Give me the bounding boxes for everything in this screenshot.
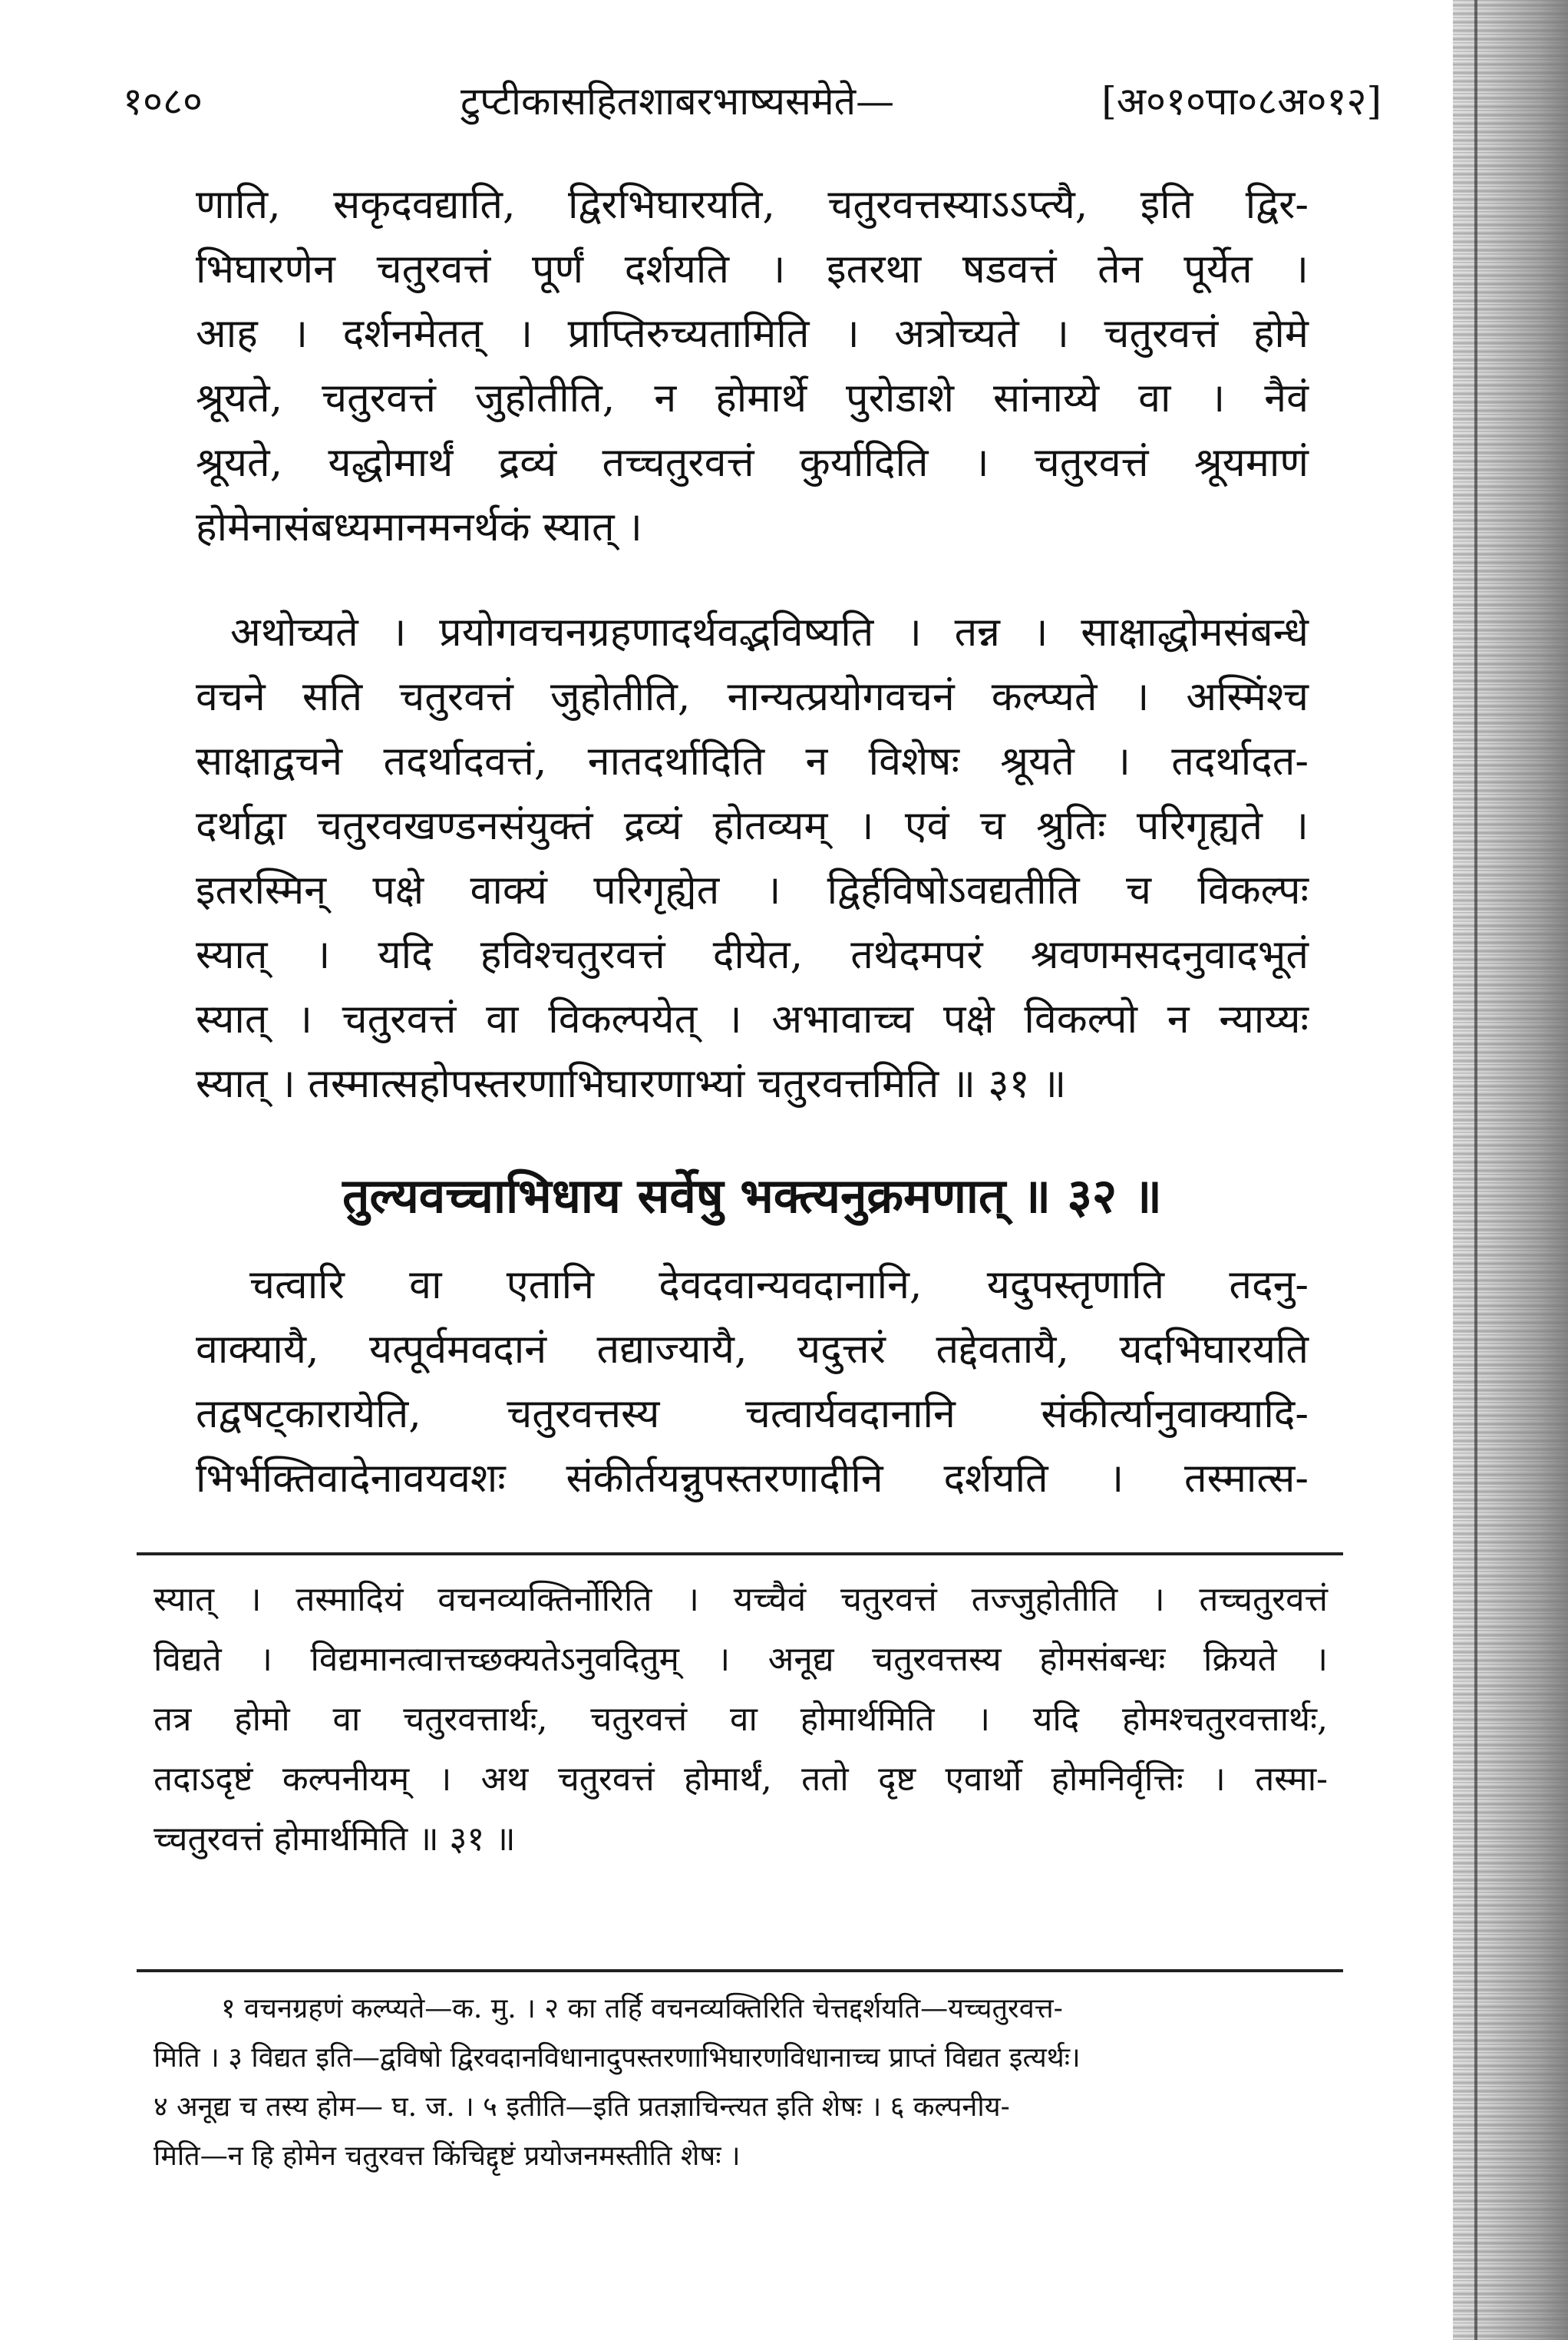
footnote-line: मिति । ३ विद्यत इति—द्वविषो द्विरवदानविधानादुपस्तरणाभिघारणविधानाच्च प्राप्तं विद्यत इत्यर्थः। [153, 2042, 1081, 2074]
text-line: वाक्यायै, यत्पूर्वमवदानं तद्याज्यायै, यदुत्तरं तद्देवतायै, यदभिघारयति [196, 1327, 1309, 1373]
text-line: स्यात् । यदि हविश्चतुरवत्तं दीयेत, तथेदमपरं श्रवणमसदनुवादभूतं [196, 932, 1309, 978]
text-line: श्रूयते, चतुरवत्तं जुहोतीति, न होमार्थे पुरोडाशे सांनाय्ये वा । नैवं [196, 375, 1309, 421]
footnote-line: ४ अनूद्य च तस्य होम— घ. ज. । ५ इतीति—इति प्रतज्ञाचिन्त्यत इति शेषः । ६ कल्पनीय- [153, 2091, 1010, 2123]
commentary-line: तत्र होमो वा चतुरवत्तार्थः, चतुरवत्तं वा होमार्थमिति । यदि होमश्चतुरवत्तार्थः, [153, 1700, 1328, 1739]
page-number: १०८० [123, 79, 203, 124]
footnote-line: मिति—न हि होमेन चतुरवत्त किंचिद्दृष्टं प्रयोजनमस्तीति शेषः । [153, 2140, 741, 2172]
main-text-paragraph-2 [196, 600, 1309, 1116]
commentary-line: विद्यते । विद्यमानत्वात्तच्छक्यतेऽनुवदितुम् । अनूद्य चतुरवत्तस्य होमसंबन्धः क्रियते । [153, 1640, 1328, 1679]
text-line: भिर्भक्तिवादेनावयवशः संकीर्तयन्नुपस्तरणादीनि दर्शयति । तस्मात्स- [196, 1456, 1309, 1502]
main-text-paragraph-1 [196, 173, 1309, 560]
footnotes-block [153, 1985, 1328, 2181]
divider-rule [137, 1552, 1343, 1555]
page-edge-shadow [1453, 0, 1568, 2340]
text-line: णाति, सकृदवद्याति, द्विरभिघारयति, चतुरवत्तस्याऽऽप्त्यै, इति द्विर- [196, 182, 1309, 228]
text-line: दर्थाद्वा चतुरवखण्डनसंयुक्तं द्रव्यं होतव्यम् । एवं च श्रुतिः परिगृह्यते । [196, 803, 1309, 849]
divider-rule [137, 1969, 1343, 1972]
sutra-heading: तुल्यवच्चाभिधाय सर्वेषु भक्त्यनुक्रमणात् ॥ ३२ ॥ [342, 1168, 1162, 1224]
commentary-line: च्चतुरवत्तं होमार्थमिति ॥ ३१ ॥ [153, 1819, 516, 1859]
text-line: वचने सति चतुरवत्तं जुहोतीति, नान्यत्प्रयोगवचनं कल्प्यते । अस्मिंश्च [196, 674, 1309, 720]
main-text-paragraph-3 [196, 1253, 1309, 1511]
running-header [123, 71, 1381, 132]
text-line: स्यात् । तस्मात्सहोपस्तरणाभिघारणाभ्यां चतुरवत्तमिति ॥ ३१ ॥ [196, 1061, 1067, 1107]
text-line: स्यात् । चतुरवत्तं वा विकल्पयेत् । अभावाच्च पक्षे विकल्पो न न्याय्यः [196, 996, 1309, 1043]
text-line: होमेनासंबध्यमानमनर्थकं स्यात् । [196, 504, 642, 550]
text-line: चत्वारि वा एतानि देवदवान्यवदानानि, यदुपस्तृणाति तदनु- [249, 1262, 1309, 1308]
text-line: श्रूयते, यद्धोमार्थं द्रव्यं तच्चतुरवत्तं कुर्यादिति । चतुरवत्तं श्रूयमाणं [196, 440, 1309, 486]
commentary-block [153, 1570, 1328, 1869]
text-line: साक्षाद्वचने तदर्थादवत्तं, नातदर्थादिति न विशेषः श्रूयते । तदर्थादत- [196, 739, 1309, 785]
section-reference: [अ०१०पा०८अ०१२] [1101, 79, 1381, 124]
text-line: आह । दर्शनमेतत् । प्राप्तिरुच्यतामिति । अत्रोच्यते । चतुरवत्तं होमे [196, 311, 1309, 357]
text-line: इतरस्मिन् पक्षे वाक्यं परिगृह्येत । द्विर्हविषोऽवद्यतीति च विकल्पः [196, 868, 1309, 914]
text-line: अथोच्यते । प्रयोगवचनग्रहणादर्थवद्भविष्यति । तन्न । साक्षाद्धोमसंबन्धे [230, 610, 1309, 656]
text-line: भिघारणेन चतुरवत्तं पूर्णं दर्शयति । इतरथा षडवत्तं तेन पूर्येत । [196, 246, 1309, 292]
binding-line [1474, 0, 1477, 2340]
footnote-line: १ वचनग्रहणं कल्प्यते—क. मु. । २ का तर्हि वचनव्यक्तिरिति चेत्तद्दर्शयति—यच्चतुरवत्त- [221, 1993, 1063, 2024]
commentary-line: स्यात् । तस्मादियं वचनव्यक्तिर्नोरिति । यच्चैवं चतुरवत्तं तज्जुहोतीति । तच्चतुरवत्तं [153, 1580, 1328, 1619]
running-title: टुप्टीकासहितशाबरभाष्यसमेते— [460, 79, 895, 124]
commentary-line: तदाऽदृष्टं कल्पनीयम् । अथ चतुरवत्तं होमार्थं, ततो दृष्ट एवार्थो होमनिर्वृत्तिः । तस्मा- [153, 1760, 1328, 1799]
text-line: तद्वषट्कारायेति, चतुरवत्तस्य चत्वार्यवदानानि संकीर्त्यानुवाक्यादि- [196, 1391, 1309, 1437]
